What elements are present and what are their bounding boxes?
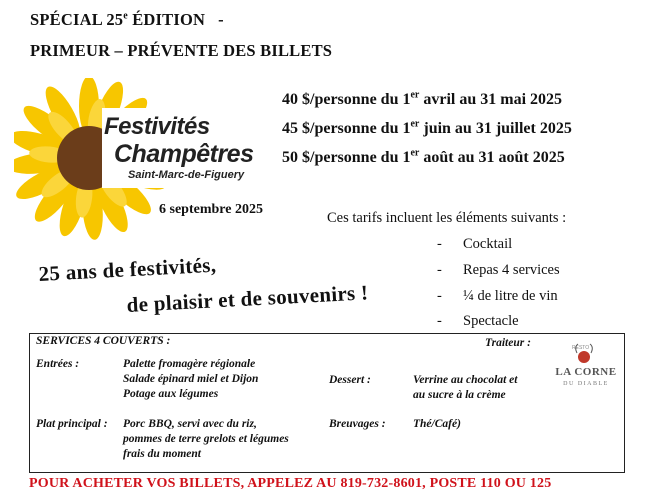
dessert-label: Dessert : <box>329 374 371 386</box>
price-tier: 40 $/personne du 1er avril au 31 mai 2025 <box>282 89 563 108</box>
caterer-logo-top: RESTO <box>572 345 590 351</box>
logo-title-line1: Festivités <box>104 113 210 140</box>
logo-title-line2: Champêtres <box>114 140 254 168</box>
caterer-logo-name: LA CORNE <box>555 366 617 378</box>
menu-item: Porc BBQ, servi avec du riz, <box>123 418 257 430</box>
menu-item: Verrine au chocolat et <box>413 374 518 386</box>
menu-item: frais du moment <box>123 448 201 460</box>
caterer-logo <box>544 340 628 390</box>
menu-box <box>29 333 625 473</box>
main-course-label: Plat principal : <box>36 418 108 430</box>
list-item: - ¼ de litre de vin <box>437 288 558 304</box>
edition-heading: SPÉCIAL 25e ÉDITION - <box>30 10 224 29</box>
menu-item: Palette fromagère régionale <box>123 358 256 370</box>
menu-item: Potage aux légumes <box>123 388 219 400</box>
menu-item: au sucre à la crème <box>413 389 506 401</box>
list-item: - Cocktail <box>437 236 513 252</box>
menu-item: pommes de terre grelots et légumes <box>123 433 289 445</box>
price-tier: 50 $/personne du 1er août au 31 août 2025 <box>282 147 565 166</box>
menu-item: Salade épinard miel et Dijon <box>123 373 259 385</box>
caterer-logo-sub: DU DIABLE <box>563 381 609 387</box>
tagline-line2: de plaisir et de souvenirs ! <box>126 280 369 317</box>
tagline-line1: 25 ans de festivités, <box>38 252 217 286</box>
list-item: - Spectacle <box>437 313 519 329</box>
menu-title: SERVICES 4 COUVERTS : <box>36 335 171 347</box>
includes-intro: Ces tarifs incluent les éléments suivants : <box>327 210 567 226</box>
menu-item: Thé/Café) <box>413 418 461 430</box>
caterer-label: Traiteur : <box>485 337 531 349</box>
event-date: 6 septembre 2025 <box>159 202 263 217</box>
list-item: - Repas 4 services <box>437 262 560 278</box>
logo-location: Saint-Marc-de-Figuery <box>128 169 245 181</box>
beverages-label: Breuvages : <box>329 418 386 430</box>
presale-heading: PRIMEUR – PRÉVENTE DES BILLETS <box>30 41 333 60</box>
horn-icon <box>578 351 590 363</box>
entrees-label: Entrées : <box>36 358 80 370</box>
ticket-call-to-action: POUR ACHETER VOS BILLETS, APPELEZ AU 819-732-8601, POSTE 110 OU 125 <box>29 476 552 491</box>
price-tier: 45 $/personne du 1er juin au 31 juillet 2025 <box>282 118 572 137</box>
